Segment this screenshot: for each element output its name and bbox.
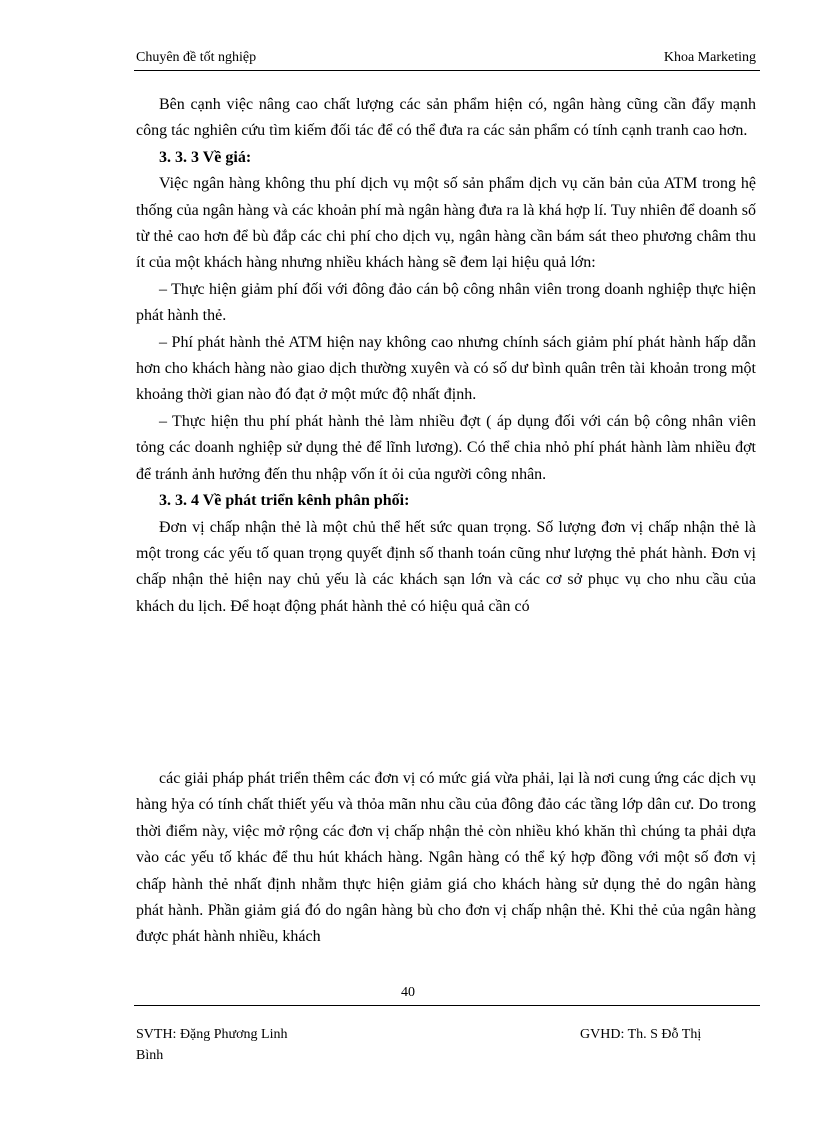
header-divider xyxy=(134,70,760,71)
document-body-continued xyxy=(136,766,756,951)
section-heading-price: 3. 3. 3 Về giá: xyxy=(159,148,252,166)
document-body xyxy=(136,92,756,620)
footer-student: SVTH: Đặng Phương Linh xyxy=(136,1027,288,1042)
header-right-title: Khoa Marketing xyxy=(663,50,756,65)
bullet-installment-fee: – Thực hiện thu phí phát hành thẻ làm nhiều đợt ( áp dụng đối với cán bộ công nhân viên tỏng các doanh nghiệp sử dụng thẻ để lĩnh lương). Có thể chia nhỏ phí phát hành làm nhiều đợt để tránh ảnh hưởng đến thu nhập vốn ít ỏi của người công nhân. xyxy=(136,412,756,483)
bullet-reduce-fee: – Thực hiện giảm phí đối với đông đảo cán bộ công nhân viên trong doanh nghiệp thực hiện phát hành thẻ. xyxy=(136,280,756,325)
paragraph-distribution: Đơn vị chấp nhận thẻ là một chủ thể hết sức quan trọng. Số lượng đơn vị chấp nhận thẻ là một trong các yếu tố quan trọng quyết định số thanh toán cũng như lượng thẻ phát hành. Đơn vị chấp nhận thẻ hiện nay chủ yếu là các khách sạn lớn và các cơ sở phục vụ cho nhu cầu của khách du lịch. Để hoạt động phát hành thẻ có hiệu quả cần có xyxy=(136,518,756,615)
page-number: 40 xyxy=(401,985,415,1000)
page-header xyxy=(136,50,756,70)
paragraph-distribution-continued: các giải pháp phát triển thêm các đơn vị có mức giá vừa phải, lại là nơi cung ứng các dịch vụ hàng hỷa có tính chất thiết yếu và thỏa mãn nhu cầu của đông đảo các tầng lớp dân cư. Do trong thời điểm này, việc mở rộng các đơn vị chấp nhận thẻ còn nhiều khó khăn thì chúng ta phải dựa vào các yếu tố khác để thu hút khách hàng. Ngân hàng có thể ký hợp đồng với một số đơn vị chấp hành thẻ nhất định nhằm thực hiện giảm giá cho khách hàng sử dụng thẻ do ngân hàng phát hành. Phần giảm giá đó do ngân hàng bù cho đơn vị chấp nhận thẻ. Khi thẻ của ngân hàng được phát hành nhiều, khách xyxy=(136,770,756,946)
paragraph-intro: Bên cạnh việc nâng cao chất lượng các sản phẩm hiện có, ngân hàng cũng cần đẩy mạnh công tác nghiên cứu tìm kiếm đối tác để có thể đưa ra các sản phẩm có tính cạnh tranh cao hơn. xyxy=(136,96,756,140)
footer-advisor-wrap: Bình xyxy=(136,1048,164,1063)
header-left-title: Chuyên đề tốt nghiệp xyxy=(136,50,257,65)
footer-left xyxy=(136,1024,288,1066)
footer-advisor: GVHD: Th. S Đỗ Thị xyxy=(580,1027,702,1042)
bullet-atm-fee: – Phí phát hành thẻ ATM hiện nay không cao nhưng chính sách giảm phí phát hành hấp dẫn hơn cho khách hàng nào giao dịch thường xuyên và có số dư bình quân trên tài khoản trong một khoảng thời gian nào đó đạt ở một mức độ nhất định. xyxy=(136,333,756,404)
footer-divider xyxy=(134,1005,760,1006)
paragraph-price: Việc ngân hàng không thu phí dịch vụ một số sản phẩm dịch vụ căn bản của ATM trong hệ thống của ngân hàng và các khoản phí mà ngân hàng đưa ra là khá hợp lí. Tuy nhiên để doanh số từ thẻ cao hơn để bù đắp các chi phí cho dịch vụ, ngân hàng cần bám sát theo phương châm thu ít của một khách hàng nhưng nhiều khách hàng sẽ đem lại hiệu quả lớn: xyxy=(136,175,756,272)
section-heading-distribution: 3. 3. 4 Về phát triển kênh phân phối: xyxy=(159,492,410,510)
